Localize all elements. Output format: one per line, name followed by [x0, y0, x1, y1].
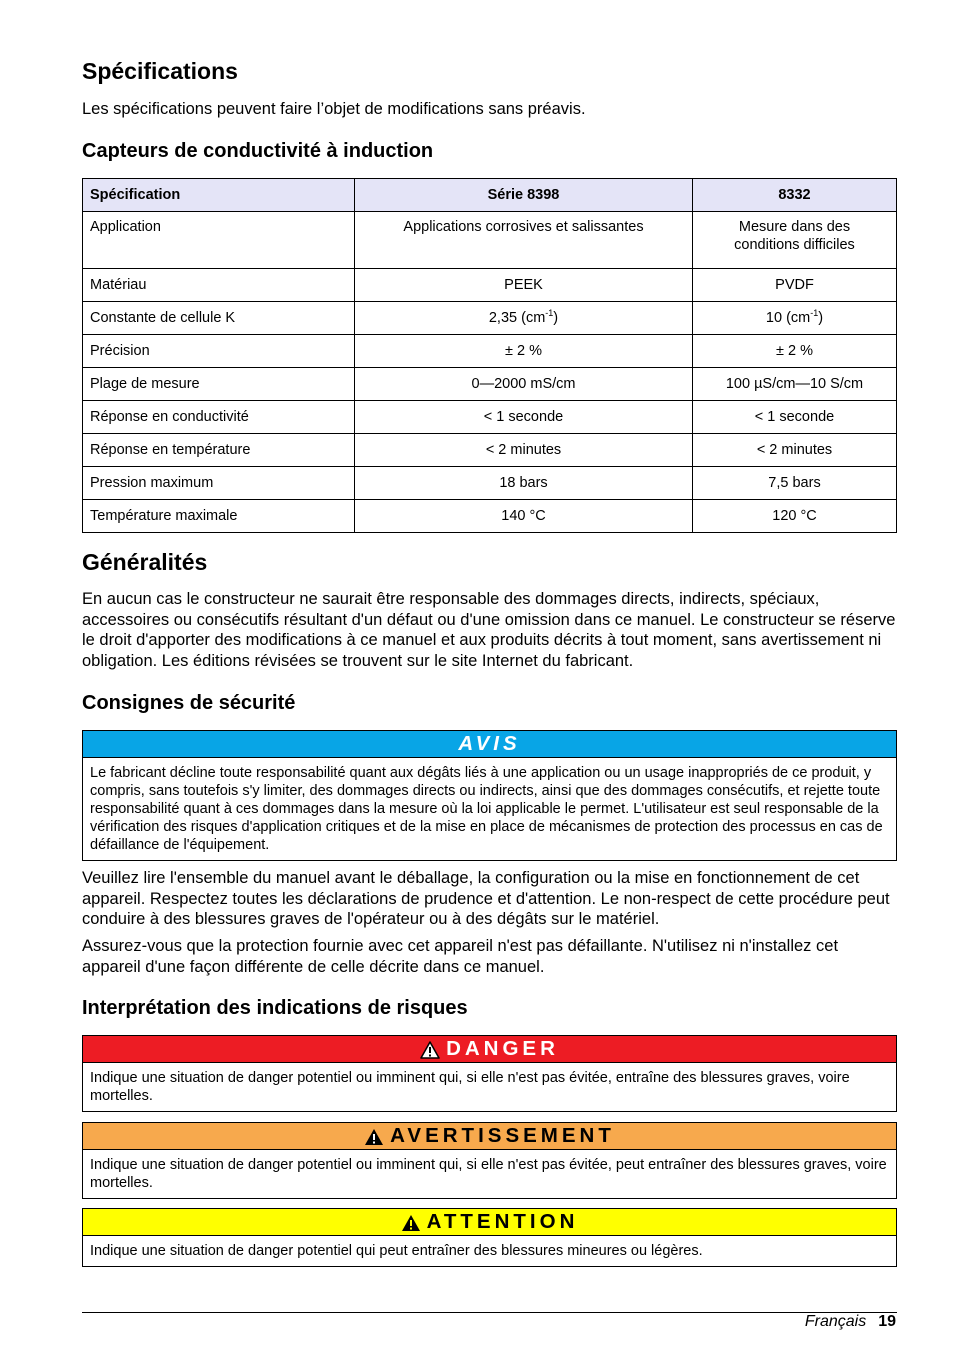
table-cell: < 2 minutes	[693, 434, 897, 467]
cell-text: 2,35 (cm	[488, 310, 546, 326]
caution-text: Indique une situation de danger potentiel qui peut entraîner des blessures mineures ou légères.	[90, 1243, 703, 1259]
danger-label: DANGER	[446, 1037, 559, 1060]
danger-box	[82, 1035, 897, 1112]
table-cell: PEEK	[355, 269, 693, 302]
table-cell: Précision	[83, 335, 355, 368]
table-cell: 7,5 bars	[693, 467, 897, 500]
footer-divider	[82, 1312, 897, 1313]
table-cell: Réponse en conductivité	[83, 401, 355, 434]
table-cell: 140 °C	[355, 500, 693, 533]
table-row	[83, 335, 897, 368]
table-row	[83, 467, 897, 500]
safety-paragraph-1: Veuillez lire l'ensemble du manuel avant le déballage, la configuration ou la mise en fonctionnement de cet appareil. Respectez toutes les déclarations de prudence et d'attention. Le non-respect de cette procédure peut conduire à des blessures graves de l'opérateur ou à des dégâts sur le matériel.	[82, 869, 890, 928]
table-row	[83, 434, 897, 467]
warning-text: Indique une situation de danger potentiel ou imminent qui, si elle n'est pas évitée, peut entraîner des blessures graves, voire mortelles.	[90, 1157, 887, 1191]
table-cell: 0—2000 mS/cm	[355, 368, 693, 401]
table-cell: Constante de cellule K	[83, 302, 355, 335]
table-header-row	[83, 179, 897, 212]
superscript: -1	[810, 308, 819, 318]
notice-header: AVIS	[83, 731, 896, 758]
table-row	[83, 212, 897, 269]
danger-header	[83, 1036, 896, 1063]
safety-title: Consignes de sécurité	[82, 692, 296, 714]
warning-box	[82, 1122, 897, 1199]
general-title: Généralités	[82, 549, 208, 575]
table-row	[83, 401, 897, 434]
table-cell: Mesure dans des conditions difficiles	[693, 212, 897, 269]
table-cell: Plage de mesure	[83, 368, 355, 401]
table-cell: Application	[83, 212, 355, 269]
table-row	[83, 302, 897, 335]
page-footer	[805, 1313, 896, 1331]
cell-text: )	[553, 310, 559, 326]
warning-triangle-icon	[420, 1041, 440, 1059]
table-row	[83, 368, 897, 401]
general-text: En aucun cas le constructeur ne saurait être responsable des dommages directs, indirects, spéciaux, accessoires ou consécutifs résultant d'un défaut ou d'une omission dans ce manuel. Le constructeur se réserve le droit d'apporter des modifications à ce manuel et aux produits décrits à tout moment, sans avertissement ni obligation. Les éditions révisées se trouvent sur le site Internet du fabricant.	[82, 590, 896, 670]
caution-label: ATTENTION	[426, 1210, 579, 1233]
table-cell: Matériau	[83, 269, 355, 302]
table-cell: PVDF	[693, 269, 897, 302]
table-cell: < 1 seconde	[355, 401, 693, 434]
table-cell: < 2 minutes	[355, 434, 693, 467]
hazards-title: Interprétation des indications de risques	[82, 997, 468, 1019]
notice-text: Le fabricant décline toute responsabilité quant aux dégâts liés à une application ou un usage inappropriés de ce produit, y compris, sans toutefois s'y limiter, des dommages directs ou indirects, ainsi que des dommages consécutifs, et rejette toute responsabilité quant à ces dommages dans la mesure où la loi applicable le permet. L'utilisateur est seul responsable de la vérification des risques d'application critiques et de la mise en place de mécanismes de protection des processus en cas de défaillance de l'équipement.	[90, 765, 883, 853]
sensors-subtitle: Capteurs de conductivité à induction	[82, 140, 434, 162]
table-cell: ± 2 %	[693, 335, 897, 368]
table-cell: Température maximale	[83, 500, 355, 533]
page-number: 19	[878, 1313, 896, 1330]
notice-box	[82, 730, 897, 861]
table-header-cell: Série 8398	[355, 179, 693, 212]
table-cell	[355, 302, 693, 335]
warning-header	[83, 1123, 896, 1150]
cell-text: 10 (cm	[765, 310, 811, 326]
footer-language: Français	[804, 1313, 867, 1330]
table-cell: 100 µS/cm—10 S/cm	[693, 368, 897, 401]
table-cell: 120 °C	[693, 500, 897, 533]
table-cell: ± 2 %	[355, 335, 693, 368]
table-cell: 18 bars	[355, 467, 693, 500]
table-cell: Réponse en température	[83, 434, 355, 467]
caution-box	[82, 1208, 897, 1267]
warning-label: AVERTISSEMENT	[390, 1124, 615, 1147]
table-cell: Pression maximum	[83, 467, 355, 500]
specifications-table	[82, 178, 897, 533]
superscript: -1	[545, 308, 554, 318]
warning-triangle-icon	[401, 1214, 421, 1232]
table-cell: < 1 seconde	[693, 401, 897, 434]
table-header-cell: Spécification	[83, 179, 355, 212]
danger-text: Indique une situation de danger potentiel ou imminent qui, si elle n'est pas évitée, entraîne des blessures graves, voire mortelles.	[90, 1070, 850, 1104]
specifications-title: Spécifications	[82, 58, 238, 84]
table-row	[83, 500, 897, 533]
table-cell: Applications corrosives et salissantes	[355, 212, 693, 269]
warning-triangle-icon	[364, 1128, 384, 1146]
cell-text: )	[818, 310, 824, 326]
table-header-cell: 8332	[693, 179, 897, 212]
safety-paragraph-2: Assurez-vous que la protection fournie avec cet appareil n'est pas défaillante. N'utilisez ni n'installez cet appareil d'une façon différente de celle décrite dans ce manuel.	[82, 937, 839, 976]
specifications-intro: Les spécifications peuvent faire l’objet de modifications sans préavis.	[82, 100, 586, 118]
caution-header	[83, 1209, 896, 1236]
table-cell	[693, 302, 897, 335]
table-row	[83, 269, 897, 302]
